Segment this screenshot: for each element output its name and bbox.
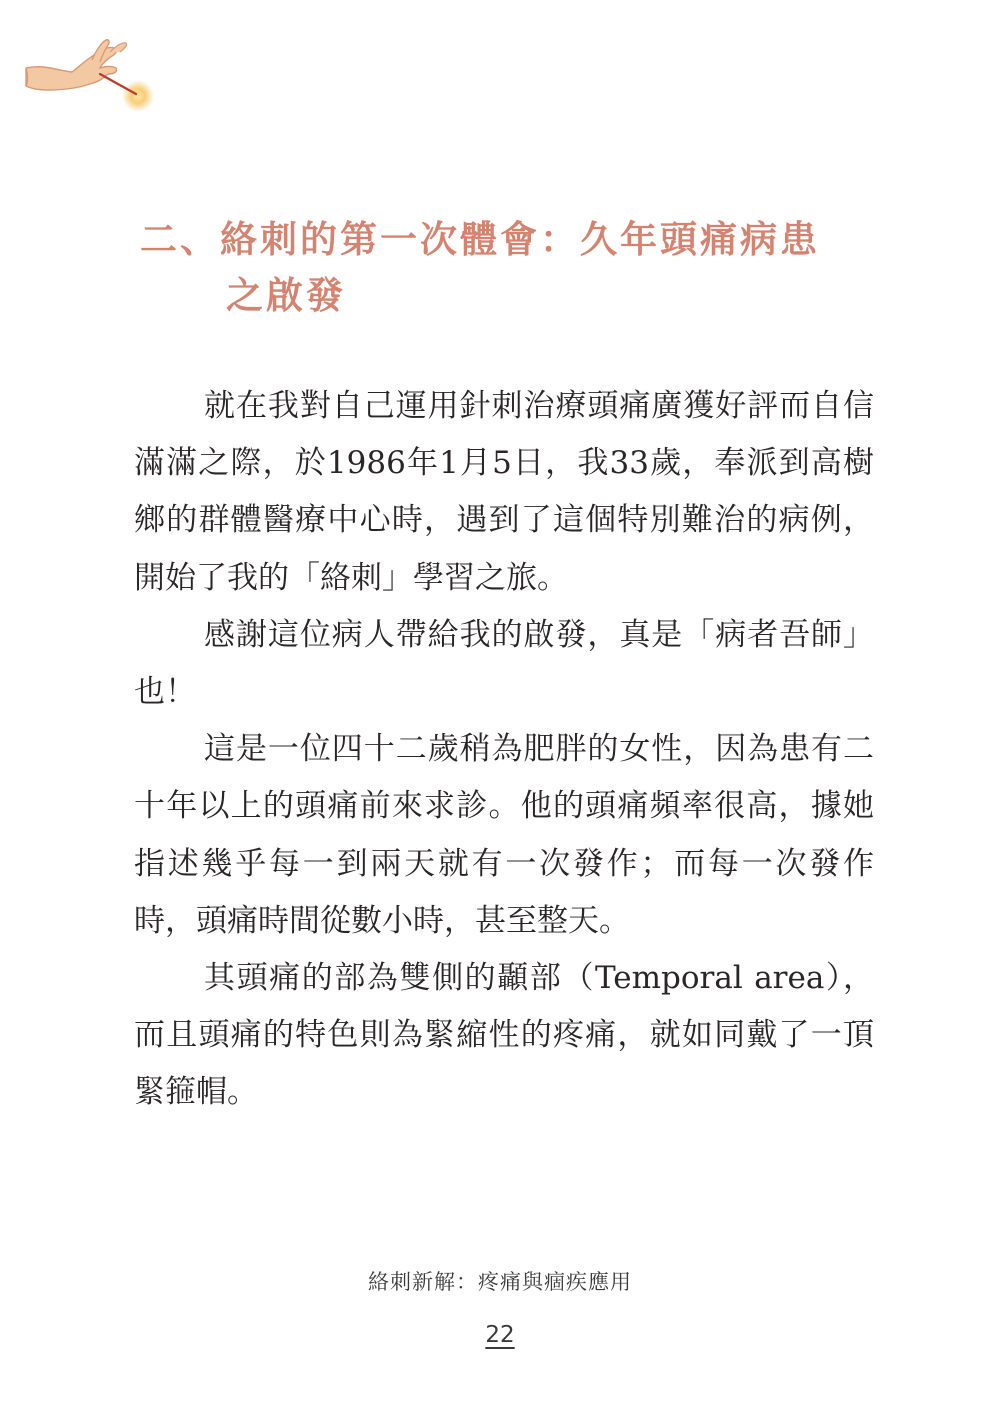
paragraph-2: 感謝這位病人帶給我的啟發，真是「病者吾師」也！ <box>134 616 874 711</box>
body-text <box>134 378 874 1122</box>
running-title: 絡刺新解：疼痛與痼疾應用 <box>368 1270 632 1294</box>
paragraph-1: 就在我對自己運用針刺治療頭痛廣獲好評而自信滿滿之際，於1986年1月5日，我33歲，奉派到高樹鄉的群體醫療中心時，遇到了這個特別難治的病例，開始了我的「絡刺」學習之旅。 <box>134 388 874 596</box>
section-heading-line-2: 之啟發 <box>226 274 346 317</box>
paragraph-4: 其頭痛的部為雙側的顳部（Temporal area），而且頭痛的特色則為緊縮性的疼痛，就如同戴了一頂緊箍帽。 <box>134 960 874 1111</box>
page-number-value: 22 <box>485 1322 515 1348</box>
section-heading <box>140 212 880 324</box>
page-number <box>0 1322 1000 1348</box>
hand-holding-needle-icon <box>22 30 162 120</box>
section-heading-line-1: 二、絡刺的第一次體會：久年頭痛病患 <box>140 218 820 261</box>
paragraph-3: 這是一位四十二歲稍為肥胖的女性，因為患有二十年以上的頭痛前來求診。他的頭痛頻率很高，據她指述幾乎每一到兩天就有一次發作；而每一次發作時，頭痛時間從數小時，甚至整天。 <box>134 731 874 939</box>
